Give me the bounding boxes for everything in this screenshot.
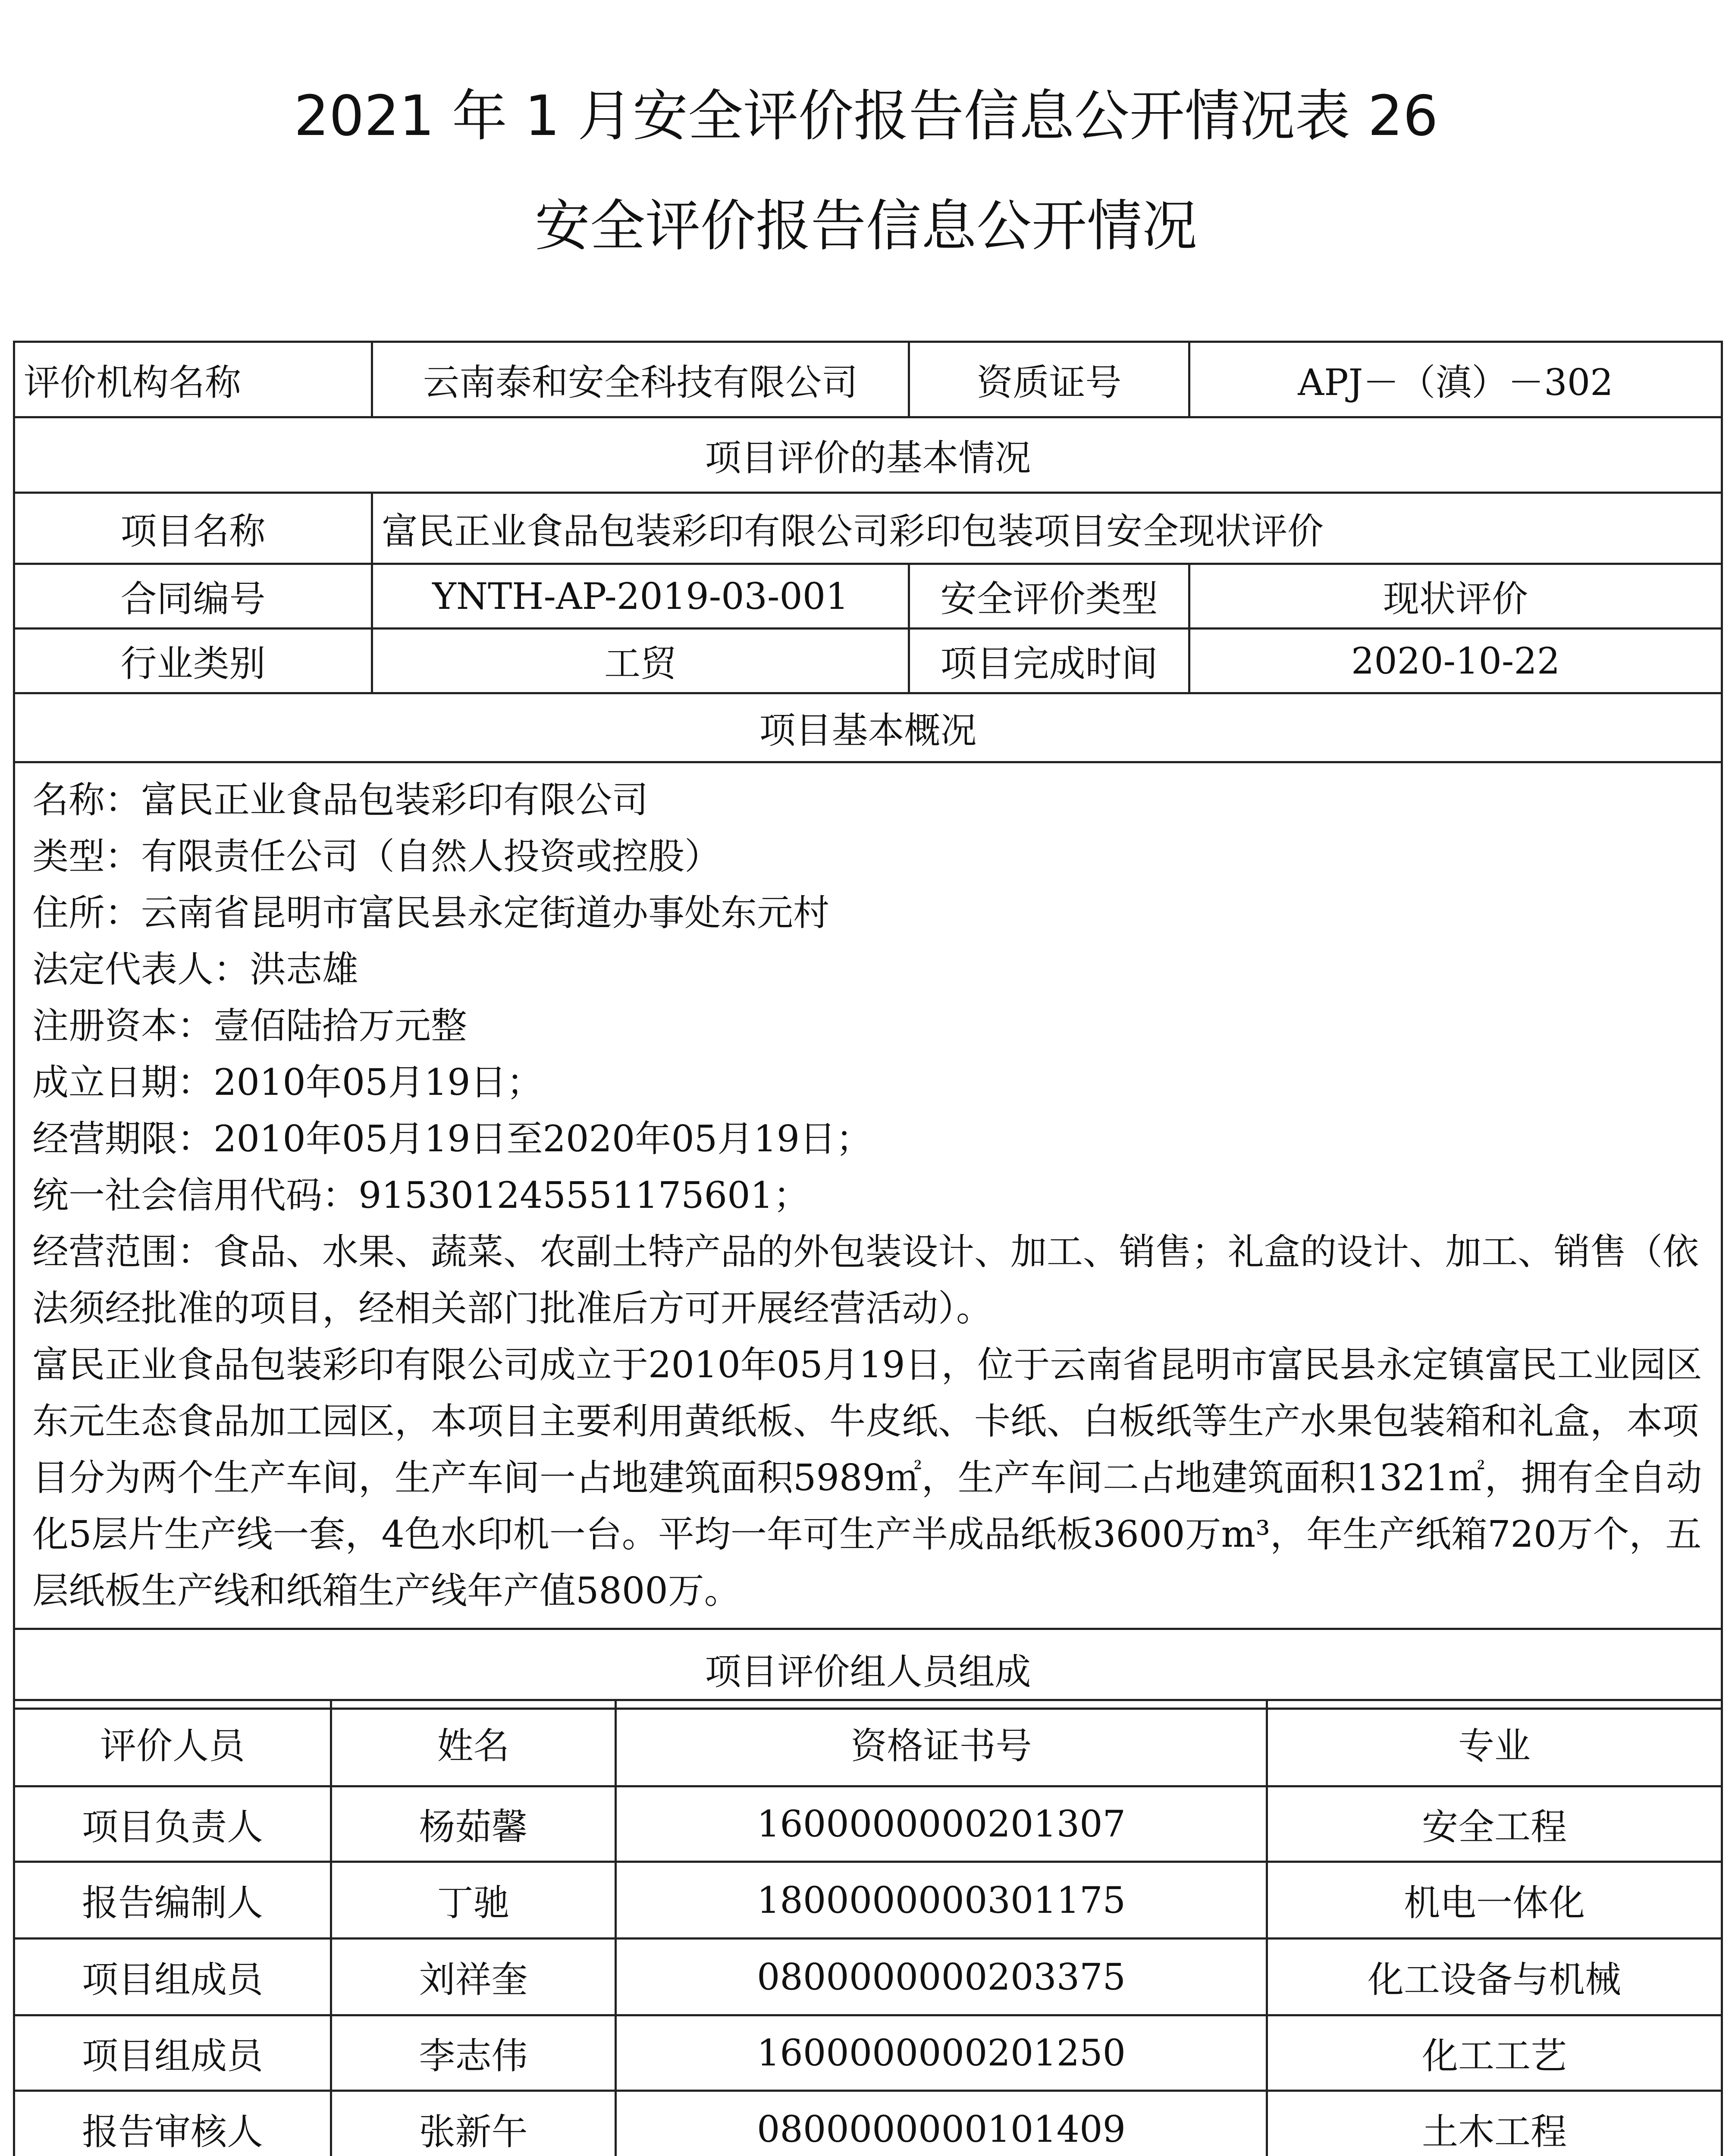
overview-line: 名称：富民正业食品包装彩印有限公司: [32, 779, 649, 821]
table-row: [14, 1786, 1722, 1862]
document-title: 2021 年 1 月安全评价报告信息公开情况表 26: [294, 84, 1438, 148]
overview-line: 经营期限：2010年05月19日至2020年05月19日；: [32, 1118, 872, 1160]
member-role: 项目组成员: [14, 2015, 331, 2091]
col-header-major: 专业: [1267, 1700, 1722, 1786]
overview-line: 成立日期：2010年05月19日；: [32, 1061, 543, 1103]
member-major: 机电一体化: [1267, 1862, 1722, 1939]
basic-section-header: 项目评价的基本情况: [14, 417, 1722, 493]
business-scope: 经营范围：食品、水果、蔬菜、农副土特产品的外包装设计、加工、销售；礼盒的设计、加工、销售（依法须经批准的项目，经相关部门批准后方可开展经营活动）。: [32, 1231, 1699, 1329]
industry-value: 工贸: [372, 629, 909, 693]
overview-line: 统一社会信用代码：915301245551175601；: [32, 1174, 810, 1216]
member-cert: 0800000000203375: [616, 1939, 1267, 2015]
org-name-value: 云南泰和安全科技有限公司: [372, 342, 909, 417]
overview-line: 住所：云南省昆明市富民县永定街道办事处东元村: [32, 892, 830, 934]
member-name: 李志伟: [331, 2015, 616, 2091]
table-row: [14, 2015, 1722, 2091]
completed-value: 2020-10-22: [1189, 629, 1722, 693]
member-role: 项目负责人: [14, 1786, 331, 1862]
member-major: 化工工艺: [1267, 2015, 1722, 2091]
contract-value: YNTH-AP-2019-03-001: [372, 564, 909, 629]
project-overview: [14, 762, 1722, 1629]
basic-info-table: [13, 341, 1723, 1710]
table-row: [14, 2091, 1722, 2156]
overview-line: 注册资本：壹佰陆拾万元整: [32, 1005, 468, 1047]
project-name-value: 富民正业食品包装彩印有限公司彩印包装项目安全现状评价: [372, 493, 1722, 564]
team-header-row: [14, 1700, 1722, 1786]
org-name-label: 评价机构名称: [14, 342, 372, 417]
contract-label: 合同编号: [14, 564, 372, 629]
member-cert: 1800000000301175: [616, 1862, 1267, 1939]
table-row: [14, 1862, 1722, 1939]
table-row: [14, 1939, 1722, 2015]
team-table: [13, 1699, 1723, 2156]
industry-label: 行业类别: [14, 629, 372, 693]
team-section-header: 项目评价组人员组成: [14, 1629, 1722, 1709]
org-row: [14, 342, 1722, 417]
member-name: 刘祥奎: [331, 1939, 616, 2015]
col-header-name: 姓名: [331, 1700, 616, 1786]
document-subtitle: 安全评价报告信息公开情况: [534, 194, 1197, 258]
member-name: 张新午: [331, 2091, 616, 2156]
company-description: 富民正业食品包装彩印有限公司成立于2010年05月19日，位于云南省昆明市富民县永定镇富民工业园区东元生态食品加工园区，本项目主要利用黄纸板、牛皮纸、卡纸、白板纸等生产水果包装箱和礼盒，本项目分为两个生产车间，生产车间一占地建筑面积5989㎡，生产车间二占地建筑面积1321㎡，拥有全自动化5层片生产线一套，4色水印机一台。平均一年可生产半成品纸板3600万m³，年生产纸箱720万个，五层纸板生产线和纸箱生产线年产值5800万。: [32, 1344, 1702, 1612]
member-cert: 0800000000101409: [616, 2091, 1267, 2156]
member-cert: 1600000000201307: [616, 1786, 1267, 1862]
overview-section-header: 项目基本概况: [14, 693, 1722, 762]
col-header-cert: 资格证书号: [616, 1700, 1267, 1786]
member-major: 安全工程: [1267, 1786, 1722, 1862]
col-header-role: 评价人员: [14, 1700, 331, 1786]
member-role: 报告编制人: [14, 1862, 331, 1939]
member-name: 丁驰: [331, 1862, 616, 1939]
member-cert: 1600000000201250: [616, 2015, 1267, 2091]
eval-type-value: 现状评价: [1189, 564, 1722, 629]
completed-label: 项目完成时间: [909, 629, 1189, 693]
member-major: 化工设备与机械: [1267, 1939, 1722, 2015]
member-role: 项目组成员: [14, 1939, 331, 2015]
member-name: 杨茹馨: [331, 1786, 616, 1862]
cert-value: APJ－（滇）－302: [1189, 342, 1722, 417]
overview-line: 类型：有限责任公司（自然人投资或控股）: [32, 835, 721, 877]
overview-line: 法定代表人：洪志雄: [32, 948, 359, 990]
cert-label: 资质证号: [909, 342, 1189, 417]
project-name-label: 项目名称: [14, 493, 372, 564]
eval-type-label: 安全评价类型: [909, 564, 1189, 629]
member-role: 报告审核人: [14, 2091, 331, 2156]
member-major: 土木工程: [1267, 2091, 1722, 2156]
